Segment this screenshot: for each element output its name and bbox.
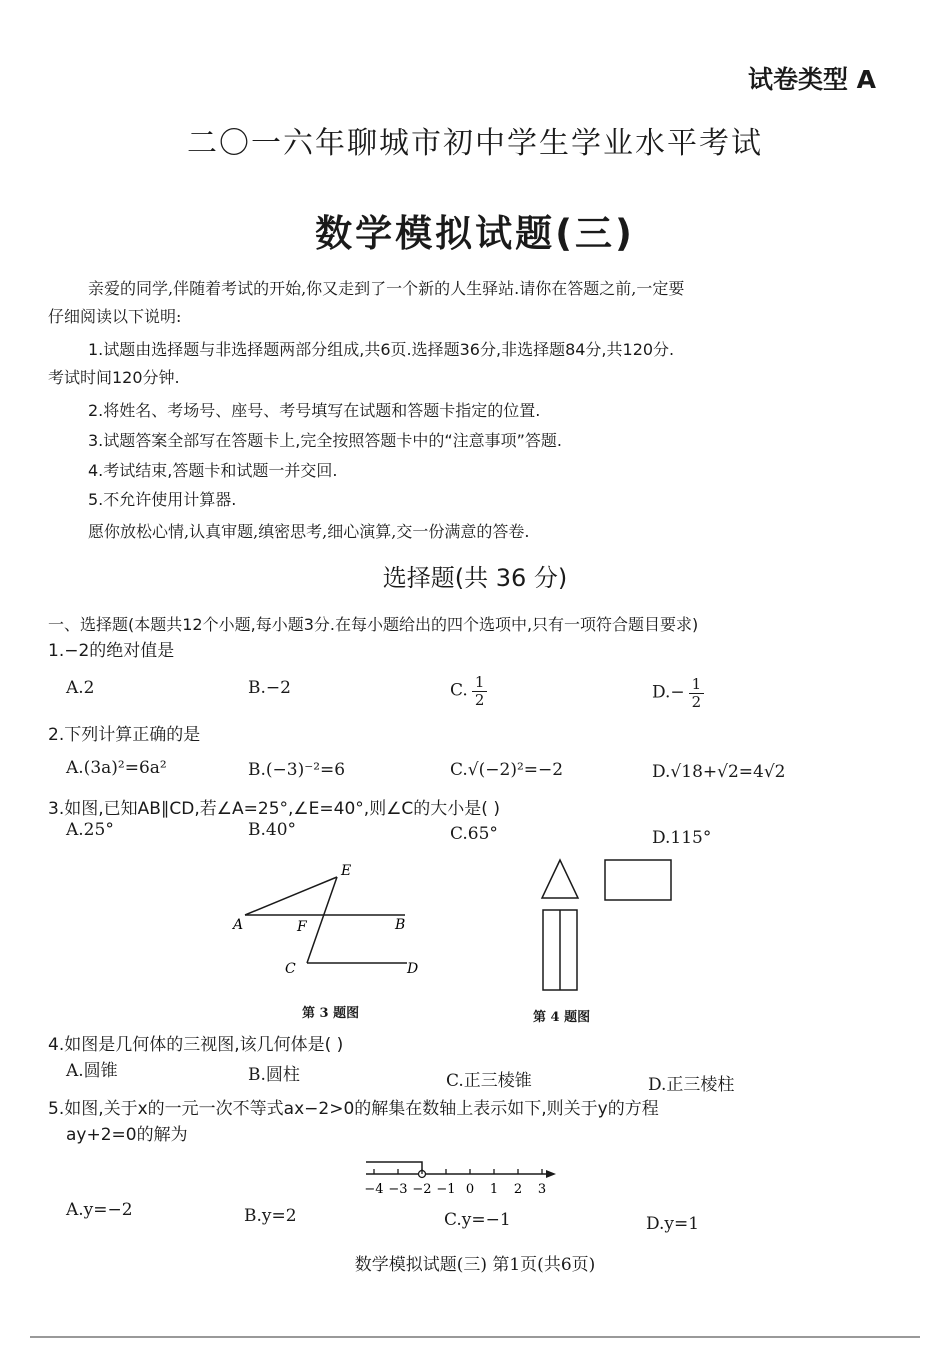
number-line-tick-label: 0: [465, 1182, 475, 1196]
main-title: 数学模拟试题(三): [315, 212, 635, 255]
q3-option-c: C.65°: [450, 824, 498, 844]
label-b: B: [395, 917, 406, 933]
label-f: F: [297, 919, 307, 935]
q5-option-b: B.y=2: [244, 1206, 297, 1226]
paper-type-label: 试卷类型 A: [747, 65, 876, 94]
q2-stem: 2.下列计算正确的是: [48, 725, 201, 745]
q4-stem: 4.如图是几何体的三视图,该几何体是( ): [48, 1035, 344, 1055]
top-view-triangle: [542, 860, 578, 898]
line-ae: [245, 877, 337, 915]
figure-3-caption: 第 3 题图: [302, 1006, 360, 1021]
number-line-tick-label: −4: [364, 1182, 384, 1196]
number-line-tick-label: −1: [436, 1182, 456, 1196]
q3-option-d: D.115°: [652, 828, 712, 848]
label-a: A: [233, 917, 244, 933]
scan-edge-line: [30, 1336, 920, 1338]
number-line-tick-label: −2: [412, 1182, 432, 1196]
number-line-labels: [364, 1182, 546, 1196]
q5-option-d: D.y=1: [646, 1214, 700, 1234]
q1-option-c: [450, 674, 487, 708]
instruction-item-1: 1.试题由选择题与非选择题两部分组成,共6页.选择题36分,非选择题84分,共120分.: [88, 340, 675, 359]
section-title: 选择题(共 36 分): [382, 564, 568, 592]
line-ec: [307, 877, 337, 963]
q1-option-d: [652, 676, 704, 710]
page-footer: 数学模拟试题(三) 第1页(共6页): [354, 1255, 596, 1275]
number-line-tick-label: 2: [513, 1182, 523, 1196]
q2-option-a: A.(3a)²=6a²: [66, 758, 167, 778]
q5-option-a: A.y=−2: [66, 1200, 133, 1220]
number-line-tick-label: 3: [537, 1182, 547, 1196]
instruction-item-2: 2.将姓名、考场号、座号、考号填写在试题和答题卡指定的位置.: [88, 401, 541, 420]
intro-line-2: 仔细阅读以下说明:: [48, 307, 182, 326]
number-line: [360, 1148, 560, 1196]
q5-stem-line-2: ay+2=0的解为: [66, 1125, 188, 1145]
label-d: D: [407, 961, 419, 977]
number-line-tick-label: −3: [388, 1182, 408, 1196]
intro-line-1: 亲爱的同学,伴随着考试的开始,你又走到了一个新的人生驿站.请你在答题之前,一定要: [88, 279, 685, 298]
q1-option-b: B.−2: [248, 678, 291, 698]
q3-option-b: B.40°: [248, 820, 297, 840]
q2-option-c: C.√(−2)²=−2: [450, 760, 564, 780]
q1-option-d-denominator: 2: [691, 692, 702, 711]
q1-option-c-prefix: C.: [450, 680, 468, 701]
figure-4-three-views: [530, 852, 680, 997]
exam-title: 二〇一六年聊城市初中学生学业水平考试: [187, 126, 763, 161]
q1-option-c-fraction: [472, 674, 488, 708]
q4-option-c: C.正三棱锥: [446, 1071, 532, 1091]
q3-option-a: A.25°: [66, 820, 114, 840]
q1-option-a: A.2: [66, 678, 95, 698]
instruction-item-1-cont: 考试时间120分钟.: [48, 368, 180, 387]
instruction-item-4: 4.考试结束,答题卡和试题一并交回.: [88, 461, 338, 480]
q1-option-d-fraction: [689, 676, 705, 710]
intro-closing: 愿你放松心情,认真审题,缜密思考,细心演算,交一份满意的答卷.: [88, 522, 530, 541]
q1-stem: 1.−2的绝对值是: [48, 641, 175, 661]
q2-option-d: D.√18+√2=4√2: [652, 762, 786, 782]
q1-option-d-prefix: D.−: [652, 682, 685, 703]
label-c: C: [285, 961, 296, 977]
solution-set-bracket: [366, 1162, 422, 1170]
label-e: E: [341, 863, 352, 879]
q4-option-d: D.正三棱柱: [648, 1075, 735, 1095]
instruction-item-3: 3.试题答案全部写在答题卡上,完全按照答题卡中的“注意事项”答题.: [88, 431, 563, 450]
q1-option-d-numerator: 1: [689, 676, 705, 694]
q3-stem: 3.如图,已知AB∥CD,若∠A=25°,∠E=40°,则∠C的大小是( ): [48, 799, 500, 819]
number-line-tick-label: 1: [489, 1182, 499, 1196]
q2-option-b: B.(−3)⁻²=6: [248, 760, 346, 780]
q1-option-c-denominator: 2: [474, 690, 485, 709]
q4-option-a: A.圆锥: [66, 1061, 118, 1081]
q5-stem-line-1: 5.如图,关于x的一元一次不等式ax−2>0的解集在数轴上表示如下,则关于y的方程: [48, 1099, 659, 1119]
instruction-item-5: 5.不允许使用计算器.: [88, 490, 237, 509]
q4-option-b: B.圆柱: [248, 1065, 300, 1085]
q1-option-c-numerator: 1: [472, 674, 488, 692]
q5-option-c: C.y=−1: [444, 1210, 511, 1230]
figure-3-diagram: [225, 855, 440, 980]
figure-4-caption: 第 4 题图: [533, 1010, 591, 1025]
side-view-rectangle: [605, 860, 671, 900]
number-line-arrow: [546, 1170, 556, 1178]
section-instruction: 一、选择题(本题共12个小题,每小题3分.在每小题给出的四个选项中,只有一项符合题目要求): [48, 615, 699, 634]
